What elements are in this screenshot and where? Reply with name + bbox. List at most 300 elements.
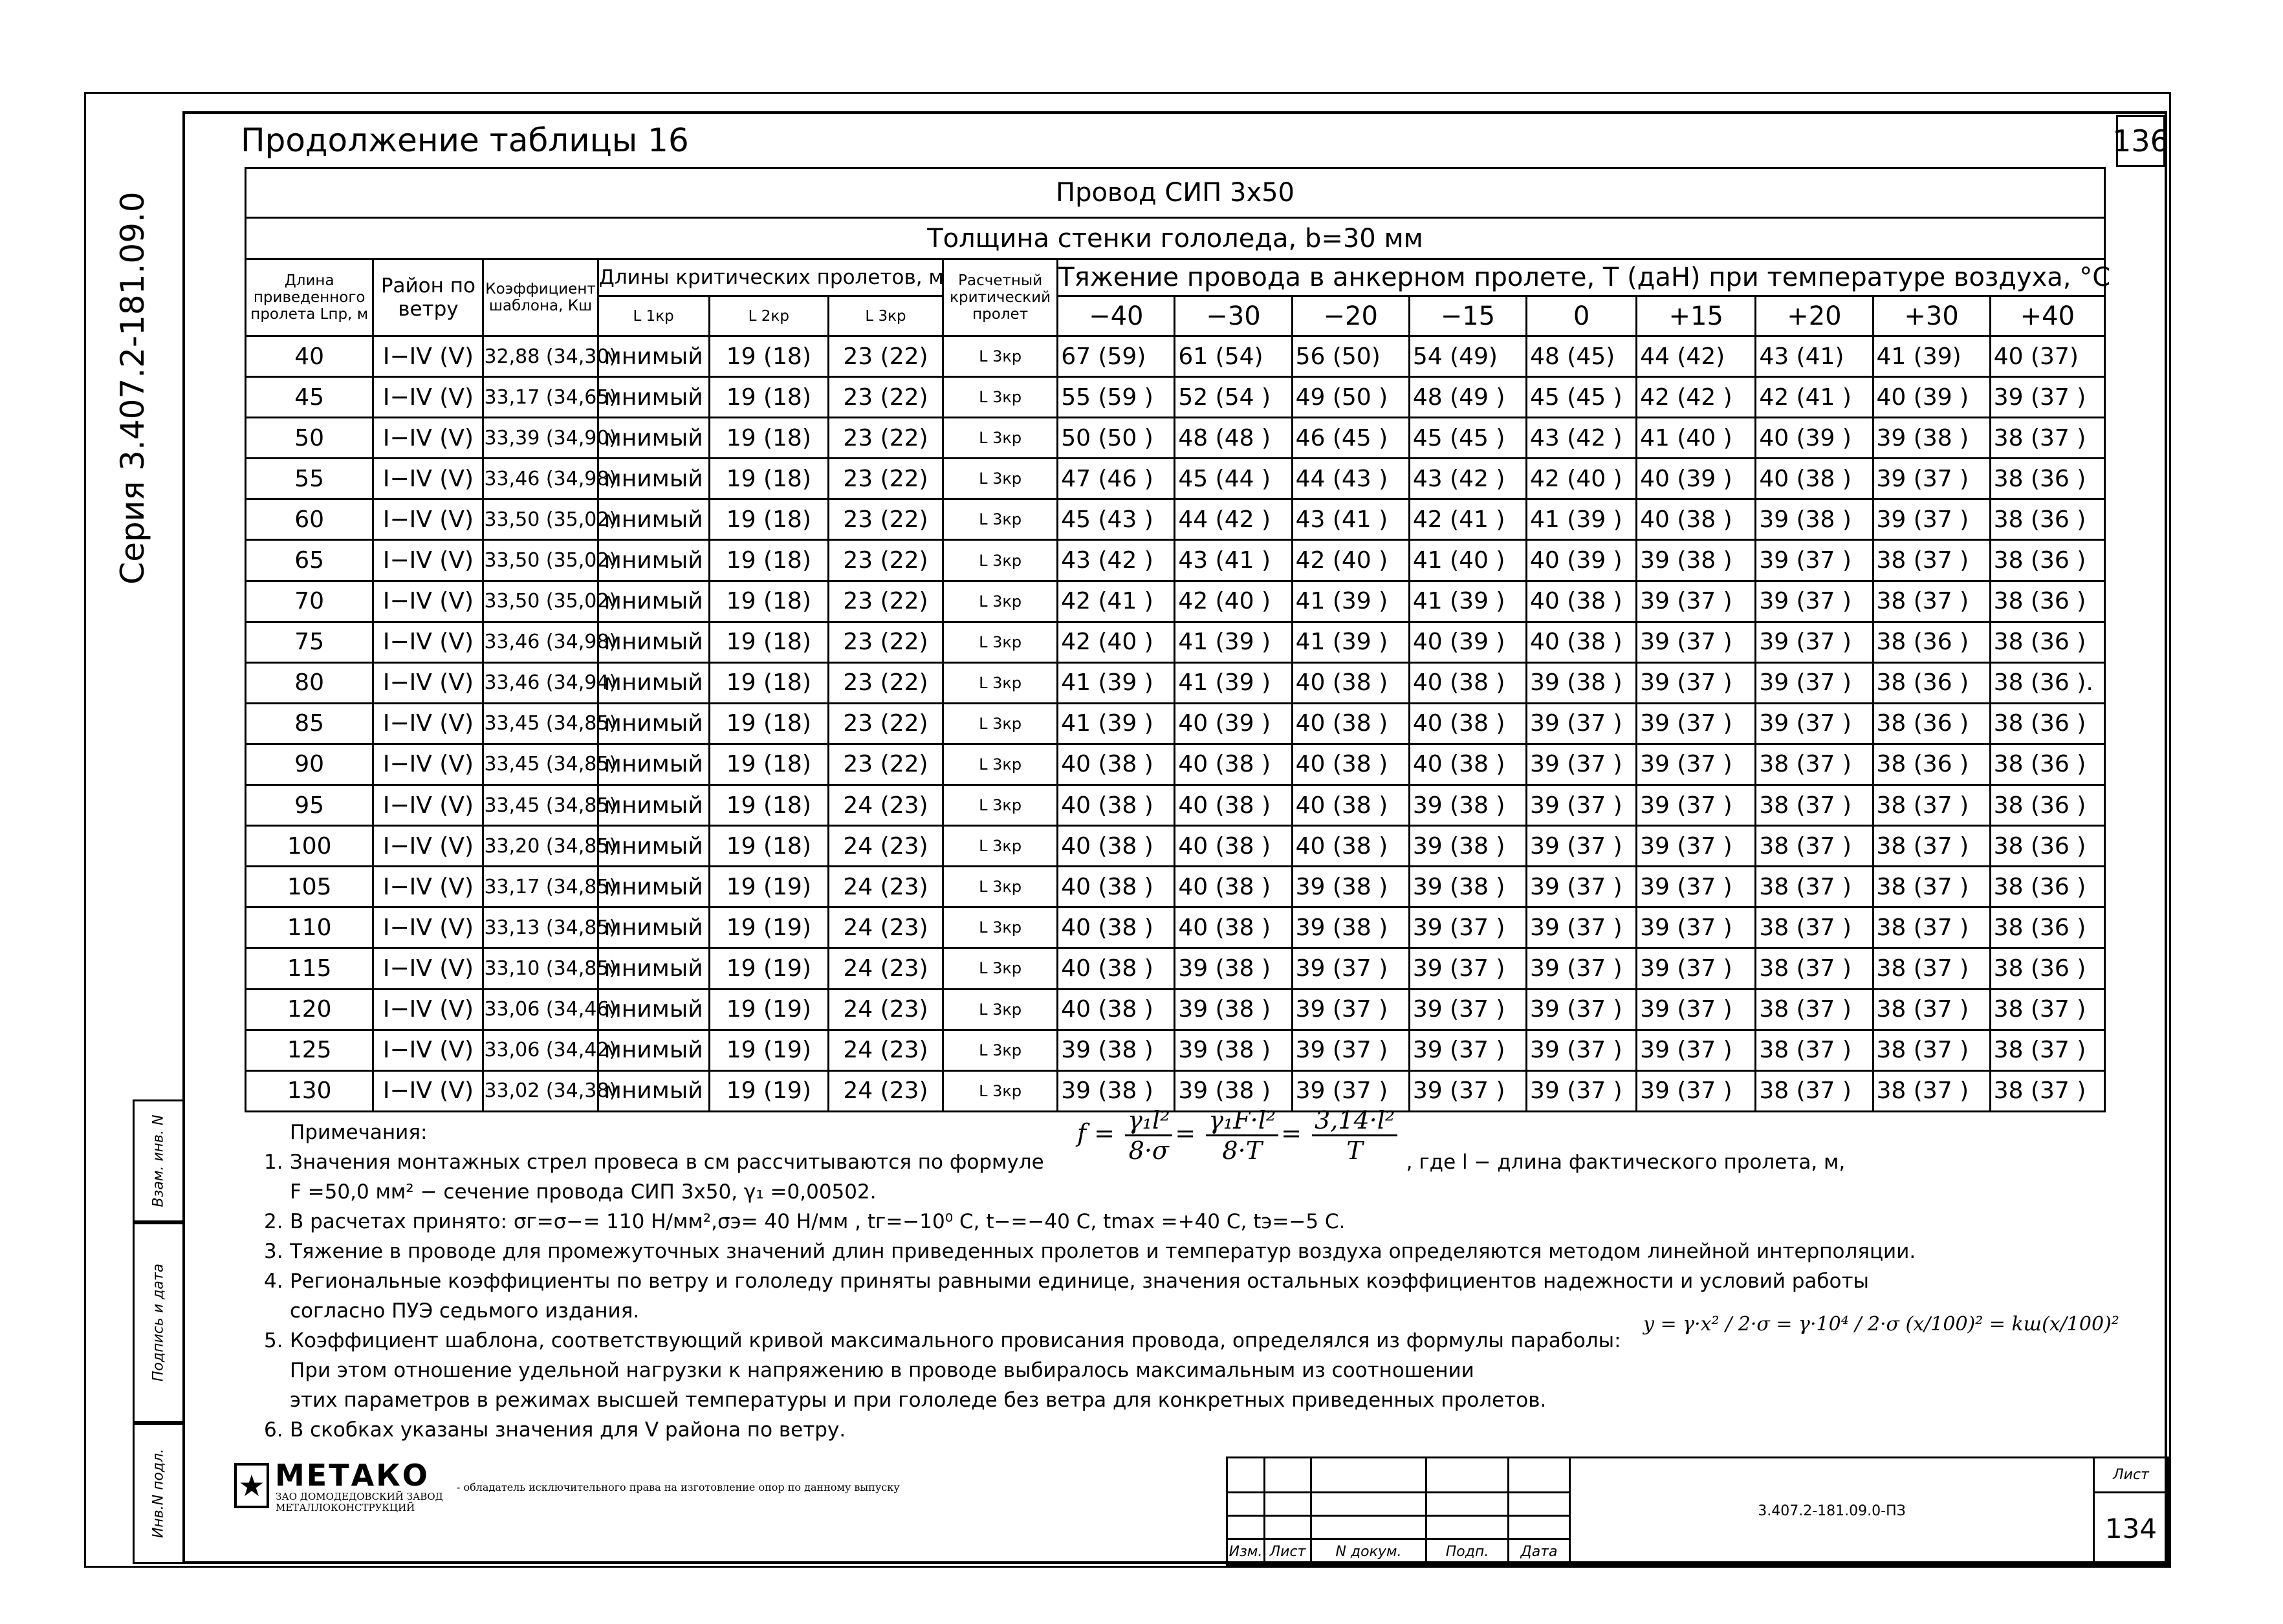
cell-l2: 19 (18) [709,336,828,377]
stamp-inv-original: Инв.N подл. [133,1423,184,1564]
cell-calc: L 3кр [943,540,1058,581]
cell-tension: 39 (37 ) [1637,948,1756,989]
cell-tension: 40 (38 ) [1175,907,1292,948]
cell-tension: 39 (38 ) [1409,867,1526,907]
tension-table [245,167,2111,1112]
cell-tension: 39 (37 ) [1873,459,1990,499]
cell-tension: 40 (38 ) [1175,867,1292,907]
cell-l2: 19 (18) [709,581,828,622]
cell-calc: L 3кр [943,703,1058,744]
cell-tension: 39 (38 ) [1175,1070,1292,1111]
header-tension: Тяжение провода в анкерном пролете, Т (даН) при температуре воздуха, °С [1058,259,2105,296]
cell-length: 75 [246,622,373,662]
cell-wind: I−IV (V) [373,989,483,1030]
cell-tension: 38 (36 ) [1990,907,2104,948]
table-row [246,989,2105,1030]
cell-tension: 39 (38 ) [1409,785,1526,826]
cell-l2: 19 (18) [709,744,828,785]
stamp-replace-inv: Взам. инв. N [133,1099,184,1222]
cell-tension: 40 (38 ) [1409,662,1526,703]
cell-tension: 39 (38 ) [1175,948,1292,989]
cell-tension: 40 (39 ) [1175,703,1292,744]
cell-tension: 41 (40 ) [1637,418,1756,459]
cell-tension: 42 (40 ) [1058,622,1175,662]
cell-tension: 42 (42 ) [1637,377,1756,418]
cell-tension: 43 (41 ) [1175,540,1292,581]
cell-tension: 39 (38 ) [1873,418,1990,459]
cell-tension: 39 (37 ) [1409,948,1526,989]
series-label: Серия 3.407.2-181.09.0 [114,191,151,585]
table-row [246,907,2105,948]
company-subtitle: ЗАО ДОМОДЕДОВСКИЙ ЗАВОД МЕТАЛЛОКОНСТРУКЦИЙ [276,1491,443,1513]
cell-tension: 48 (49 ) [1409,377,1526,418]
cell-tension: 47 (46 ) [1058,459,1175,499]
note-5-cont: При этом отношение удельной нагрузки к напряжению в проводе выбиралось максимальным из соотношении [290,1359,1474,1382]
cell-tension: 67 (59) [1058,336,1175,377]
cell-tension: 40 (38 ) [1292,826,1409,867]
cell-tension: 38 (37 ) [1873,948,1990,989]
cell-tension: 39 (37 ) [1637,581,1756,622]
cell-coef: 33,45 (34,85) [483,703,598,744]
header-temp: +30 [1873,296,1990,336]
cell-tension: 40 (39 ) [1409,622,1526,662]
cell-coef: 33,13 (34,85) [483,907,598,948]
cell-tension: 38 (36 ). [1990,662,2104,703]
table-body [246,336,2105,1112]
cell-length: 85 [246,703,373,744]
cell-tension: 45 (43 ) [1058,499,1175,540]
cell-wind: I−IV (V) [373,744,483,785]
cell-tension: 38 (36 ) [1990,744,2104,785]
table-row [246,336,2105,377]
cell-tension: 43 (42 ) [1527,418,1637,459]
cell-coef: 32,88 (34,30) [483,336,598,377]
cell-length: 70 [246,581,373,622]
cell-wind: I−IV (V) [373,418,483,459]
header-calc: Расчетный критический пролет [943,259,1058,336]
table-row [246,459,2105,499]
cell-length: 130 [246,1070,373,1111]
sag-formula: f = $\frac{\text{γ₁l²}}{8\cdot\sigma}$ = $\frac{\text{γ₁F·l²}}{8\cdot T}$ = $\frac{\text{3,14·l²}}{T}$ [1077,1106,1400,1165]
cell-coef: 33,45 (34,85) [483,744,598,785]
cell-tension: 38 (36 ) [1990,581,2104,622]
cell-tension: 38 (37 ) [1756,744,1873,785]
cell-tension: 41 (39 ) [1409,581,1526,622]
cell-tension: 39 (37 ) [1409,1070,1526,1111]
cell-calc: L 3кр [943,989,1058,1030]
cell-l3: 24 (23) [828,1030,943,1070]
cell-l2: 19 (18) [709,540,828,581]
cell-tension: 38 (37 ) [1756,1070,1873,1111]
cell-wind: I−IV (V) [373,336,483,377]
cell-tension: 41 (39 ) [1175,622,1292,662]
cell-l1: мнимый [598,459,709,499]
cell-tension: 40 (38 ) [1058,744,1175,785]
cell-tension: 39 (37 ) [1527,703,1637,744]
cell-l1: мнимый [598,948,709,989]
cell-tension: 42 (40 ) [1175,581,1292,622]
cell-l2: 19 (18) [709,499,828,540]
cell-tension: 41 (39 ) [1292,581,1409,622]
cell-coef: 33,50 (35,02) [483,499,598,540]
cell-coef: 33,02 (34,38) [483,1070,598,1111]
cell-tension: 52 (54 ) [1175,377,1292,418]
cell-tension: 41 (39 ) [1527,499,1637,540]
cell-l3: 23 (22) [828,622,943,662]
cell-l3: 23 (22) [828,540,943,581]
cell-coef: 33,06 (34,42) [483,1030,598,1070]
cell-wind: I−IV (V) [373,826,483,867]
cell-l3: 23 (22) [828,703,943,744]
sheet-number-top: 136 [2116,115,2165,167]
cell-tension: 50 (50 ) [1058,418,1175,459]
cell-tension: 61 (54) [1175,336,1292,377]
cell-tension: 55 (59 ) [1058,377,1175,418]
cell-length: 45 [246,377,373,418]
cell-tension: 38 (36 ) [1873,744,1990,785]
cell-coef: 33,10 (34,85) [483,948,598,989]
cell-tension: 39 (37 ) [1527,826,1637,867]
cell-tension: 38 (36 ) [1873,622,1990,662]
header-l2: L 2кр [709,296,828,336]
cell-tension: 40 (38 ) [1175,744,1292,785]
stamp-col: N докум. [1311,1539,1426,1565]
cell-tension: 39 (38 ) [1292,867,1409,907]
cell-tension: 39 (37 ) [1637,622,1756,662]
cell-l1: мнимый [598,867,709,907]
cell-l3: 24 (23) [828,989,943,1030]
header-temp: +40 [1990,296,2104,336]
cell-tension: 46 (45 ) [1292,418,1409,459]
cell-tension: 40 (39 ) [1756,418,1873,459]
cell-tension: 43 (42 ) [1058,540,1175,581]
company-name: МЕТАКО [275,1458,430,1493]
cell-l2: 19 (18) [709,377,828,418]
cell-l1: мнимый [598,499,709,540]
cell-tension: 40 (37) [1990,336,2104,377]
cell-tension: 40 (38 ) [1058,948,1175,989]
cell-calc: L 3кр [943,907,1058,948]
cell-coef: 33,46 (34,94) [483,662,598,703]
cell-tension: 40 (39 ) [1527,540,1637,581]
cell-l1: мнимый [598,540,709,581]
cell-wind: I−IV (V) [373,459,483,499]
cell-length: 40 [246,336,373,377]
note-1: 1. Значения монтажных стрел провеса в см рассчитываются по формуле , где l − длина фактического пролета, м, [264,1151,1846,1174]
cell-tension: 41 (39 ) [1175,662,1292,703]
header-temp: −30 [1175,296,1292,336]
cell-wind: I−IV (V) [373,622,483,662]
cell-tension: 38 (36 ) [1990,540,2104,581]
cell-wind: I−IV (V) [373,867,483,907]
cell-tension: 40 (38 ) [1175,826,1292,867]
cell-tension: 39 (38 ) [1292,907,1409,948]
cell-tension: 39 (37 ) [1527,907,1637,948]
cell-coef: 33,39 (34,90) [483,418,598,459]
cell-tension: 43 (41 ) [1292,499,1409,540]
notes-title: Примечания: [290,1121,428,1144]
header-temp: −20 [1292,296,1409,336]
cell-tension: 39 (37 ) [1637,867,1756,907]
cell-tension: 48 (45) [1527,336,1637,377]
cell-wind: I−IV (V) [373,1070,483,1111]
cell-tension: 45 (45 ) [1527,377,1637,418]
cell-wind: I−IV (V) [373,703,483,744]
cell-tension: 38 (36 ) [1990,826,2104,867]
cell-l2: 19 (19) [709,907,828,948]
table-row [246,703,2105,744]
parabola-formula: y = γ·x² / 2·σ = γ·10⁴ / 2·σ (x/100)² = kш(x/100)² [1643,1313,2119,1336]
cell-calc: L 3кр [943,744,1058,785]
cell-tension: 42 (41 ) [1409,499,1526,540]
cell-tension: 38 (37 ) [1873,1070,1990,1111]
cell-l1: мнимый [598,785,709,826]
cell-l3: 23 (22) [828,499,943,540]
cell-tension: 38 (37 ) [1756,785,1873,826]
cell-calc: L 3кр [943,499,1058,540]
table-row [246,418,2105,459]
stamp-col: Подп. [1426,1539,1509,1565]
cell-tension: 39 (37 ) [1292,989,1409,1030]
cell-l1: мнимый [598,826,709,867]
cell-coef: 33,20 (34,85) [483,826,598,867]
cell-tension: 39 (37 ) [1527,785,1637,826]
cell-coef: 33,50 (35,02) [483,540,598,581]
note-3: 3. Тяжение в проводе для промежуточных значений длин приведенных пролетов и температур воздуха определяются методом линейной интерполяции. [264,1240,1916,1263]
cell-tension: 40 (38 ) [1058,907,1175,948]
cell-calc: L 3кр [943,1030,1058,1070]
cell-tension: 39 (37 ) [1527,1030,1637,1070]
cell-tension: 40 (38 ) [1058,785,1175,826]
cell-tension: 39 (37 ) [1756,540,1873,581]
cell-tension: 38 (37 ) [1873,540,1990,581]
page-title: Продолжение таблицы 16 [241,122,689,159]
cell-length: 125 [246,1030,373,1070]
cell-l2: 19 (19) [709,989,828,1030]
metako-logo-icon: ★ [234,1463,269,1508]
cell-l3: 24 (23) [828,948,943,989]
cell-wind: I−IV (V) [373,499,483,540]
header-l1: L 1кр [598,296,709,336]
cell-calc: L 3кр [943,418,1058,459]
cell-coef: 33,17 (34,65) [483,377,598,418]
cell-tension: 39 (37 ) [1527,989,1637,1030]
cell-tension: 38 (36 ) [1990,499,2104,540]
cell-tension: 39 (37 ) [1873,499,1990,540]
cell-tension: 44 (42 ) [1175,499,1292,540]
cell-calc: L 3кр [943,948,1058,989]
cell-tension: 39 (37 ) [1637,1070,1756,1111]
cell-l2: 19 (18) [709,826,828,867]
cell-l1: мнимый [598,622,709,662]
cell-tension: 40 (39 ) [1873,377,1990,418]
cell-tension: 39 (38 ) [1175,989,1292,1030]
table-row [246,744,2105,785]
title-block [1226,1456,2169,1566]
cell-l1: мнимый [598,989,709,1030]
cell-tension: 39 (38 ) [1637,540,1756,581]
cell-l3: 24 (23) [828,1070,943,1111]
cell-tension: 40 (38 ) [1756,459,1873,499]
header-temp: −40 [1058,296,1175,336]
table-row [246,622,2105,662]
cell-length: 95 [246,785,373,826]
cell-tension: 39 (37 ) [1409,989,1526,1030]
cell-tension: 41 (39) [1873,336,1990,377]
cell-length: 50 [246,418,373,459]
cell-l1: мнимый [598,1030,709,1070]
cell-length: 105 [246,867,373,907]
cell-tension: 38 (36 ) [1990,703,2104,744]
cell-tension: 54 (49) [1409,336,1526,377]
note-4: 4. Региональные коэффициенты по ветру и гололеду приняты равными единице, значения остальных коэффициентов надежности и условий работы [264,1270,1870,1293]
cell-l2: 19 (19) [709,867,828,907]
cell-length: 120 [246,989,373,1030]
note-4-cont: согласно ПУЭ седьмого издания. [290,1299,640,1323]
cell-tension: 38 (37 ) [1990,989,2104,1030]
cell-length: 100 [246,826,373,867]
cell-tension: 39 (37 ) [1637,703,1756,744]
cell-tension: 38 (37 ) [1873,1030,1990,1070]
cell-tension: 38 (37 ) [1756,948,1873,989]
cell-length: 90 [246,744,373,785]
cell-calc: L 3кр [943,336,1058,377]
stamp-signature-date: Подпись и дата [133,1222,184,1423]
document-number: 3.407.2-181.09.0-ПЗ [1570,1458,2094,1565]
cell-coef: 33,46 (34,98) [483,459,598,499]
cell-tension: 41 (39 ) [1058,662,1175,703]
stamp-col: Изм. [1227,1539,1265,1565]
cell-tension: 38 (37 ) [1756,826,1873,867]
cell-l2: 19 (18) [709,785,828,826]
sheet-label: Лист [2094,1458,2168,1493]
cell-tension: 39 (37 ) [1637,1030,1756,1070]
cell-l1: мнимый [598,703,709,744]
cell-tension: 38 (37 ) [1756,907,1873,948]
cell-l3: 24 (23) [828,785,943,826]
cell-l3: 24 (23) [828,826,943,867]
cell-wind: I−IV (V) [373,581,483,622]
cell-coef: 33,50 (35,02) [483,581,598,622]
cell-tension: 40 (38 ) [1058,826,1175,867]
cell-l3: 23 (22) [828,581,943,622]
header-length: Длина приведенного пролета Lпр, м [246,259,373,336]
note-5: 5. Коэффициент шаблона, соответствующий кривой максимального провисания провода, определялся из формулы параболы: [264,1329,1621,1352]
table-row [246,540,2105,581]
cell-tension: 39 (37 ) [1637,826,1756,867]
table-row [246,826,2105,867]
cell-tension: 39 (37 ) [1527,744,1637,785]
cell-coef: 33,46 (34,98) [483,622,598,662]
wire-header: Провод СИП 3х50 [246,168,2105,218]
cell-calc: L 3кр [943,662,1058,703]
cell-tension: 38 (37 ) [1990,1030,2104,1070]
cell-tension: 44 (42) [1637,336,1756,377]
header-temp: −15 [1409,296,1526,336]
cell-tension: 38 (36 ) [1873,662,1990,703]
cell-l3: 23 (22) [828,744,943,785]
cell-l1: мнимый [598,662,709,703]
cell-calc: L 3кр [943,459,1058,499]
cell-tension: 40 (39 ) [1637,459,1756,499]
cell-tension: 39 (37 ) [1756,662,1873,703]
cell-tension: 41 (39 ) [1292,622,1409,662]
cell-tension: 39 (38 ) [1756,499,1873,540]
cell-tension: 38 (36 ) [1990,867,2104,907]
cell-tension: 39 (37 ) [1637,662,1756,703]
cell-tension: 49 (50 ) [1292,377,1409,418]
cell-tension: 39 (37 ) [1292,948,1409,989]
table-row [246,948,2105,989]
table-row [246,785,2105,826]
ice-header: Толщина стенки гололеда, b=30 мм [246,218,2105,259]
table-row [246,1070,2105,1111]
cell-l1: мнимый [598,581,709,622]
header-wind: Район по ветру [373,259,483,336]
cell-tension: 45 (44 ) [1175,459,1292,499]
cell-l2: 19 (18) [709,622,828,662]
cell-tension: 40 (38 ) [1637,499,1756,540]
cell-tension: 39 (37 ) [1637,907,1756,948]
cell-calc: L 3кр [943,622,1058,662]
cell-tension: 38 (36 ) [1990,459,2104,499]
cell-tension: 40 (38 ) [1175,785,1292,826]
cell-tension: 42 (41 ) [1756,377,1873,418]
cell-tension: 39 (37 ) [1292,1070,1409,1111]
cell-tension: 42 (40 ) [1527,459,1637,499]
cell-tension: 43 (42 ) [1409,459,1526,499]
cell-tension: 39 (38 ) [1058,1030,1175,1070]
cell-tension: 38 (36 ) [1990,948,2104,989]
cell-wind: I−IV (V) [373,662,483,703]
note-5-cont2: этих параметров в режимах высшей температуры и при гололеде без ветра для конкретных приведенных пролетов. [290,1389,1547,1412]
cell-tension: 39 (37 ) [1637,785,1756,826]
cell-coef: 33,06 (34,46) [483,989,598,1030]
company-rights: - обладатель исключительного права на изготовление опор по данному выпуску [457,1481,900,1493]
cell-l2: 19 (19) [709,1030,828,1070]
cell-tension: 40 (38 ) [1292,662,1409,703]
cell-tension: 40 (38 ) [1058,867,1175,907]
table-row [246,377,2105,418]
table-row [246,1030,2105,1070]
cell-l2: 19 (19) [709,1070,828,1111]
cell-wind: I−IV (V) [373,1030,483,1070]
cell-tension: 38 (37 ) [1873,581,1990,622]
cell-tension: 40 (38 ) [1409,744,1526,785]
cell-l2: 19 (19) [709,948,828,989]
cell-tension: 43 (41) [1756,336,1873,377]
cell-tension: 38 (37 ) [1756,989,1873,1030]
cell-tension: 38 (37 ) [1990,418,2104,459]
cell-coef: 33,17 (34,85) [483,867,598,907]
cell-tension: 39 (37 ) [1409,1030,1526,1070]
cell-tension: 39 (37 ) [1527,1070,1637,1111]
cell-tension: 41 (40 ) [1409,540,1526,581]
table-row [246,581,2105,622]
cell-tension: 40 (38 ) [1527,581,1637,622]
cell-l1: мнимый [598,336,709,377]
cell-tension: 40 (38 ) [1058,989,1175,1030]
cell-l2: 19 (18) [709,703,828,744]
cell-tension: 39 (37 ) [1756,581,1873,622]
cell-calc: L 3кр [943,826,1058,867]
cell-l3: 23 (22) [828,662,943,703]
cell-l1: мнимый [598,907,709,948]
cell-tension: 42 (40 ) [1292,540,1409,581]
cell-tension: 48 (48 ) [1175,418,1292,459]
notes [264,1118,2011,1445]
cell-wind: I−IV (V) [373,907,483,948]
